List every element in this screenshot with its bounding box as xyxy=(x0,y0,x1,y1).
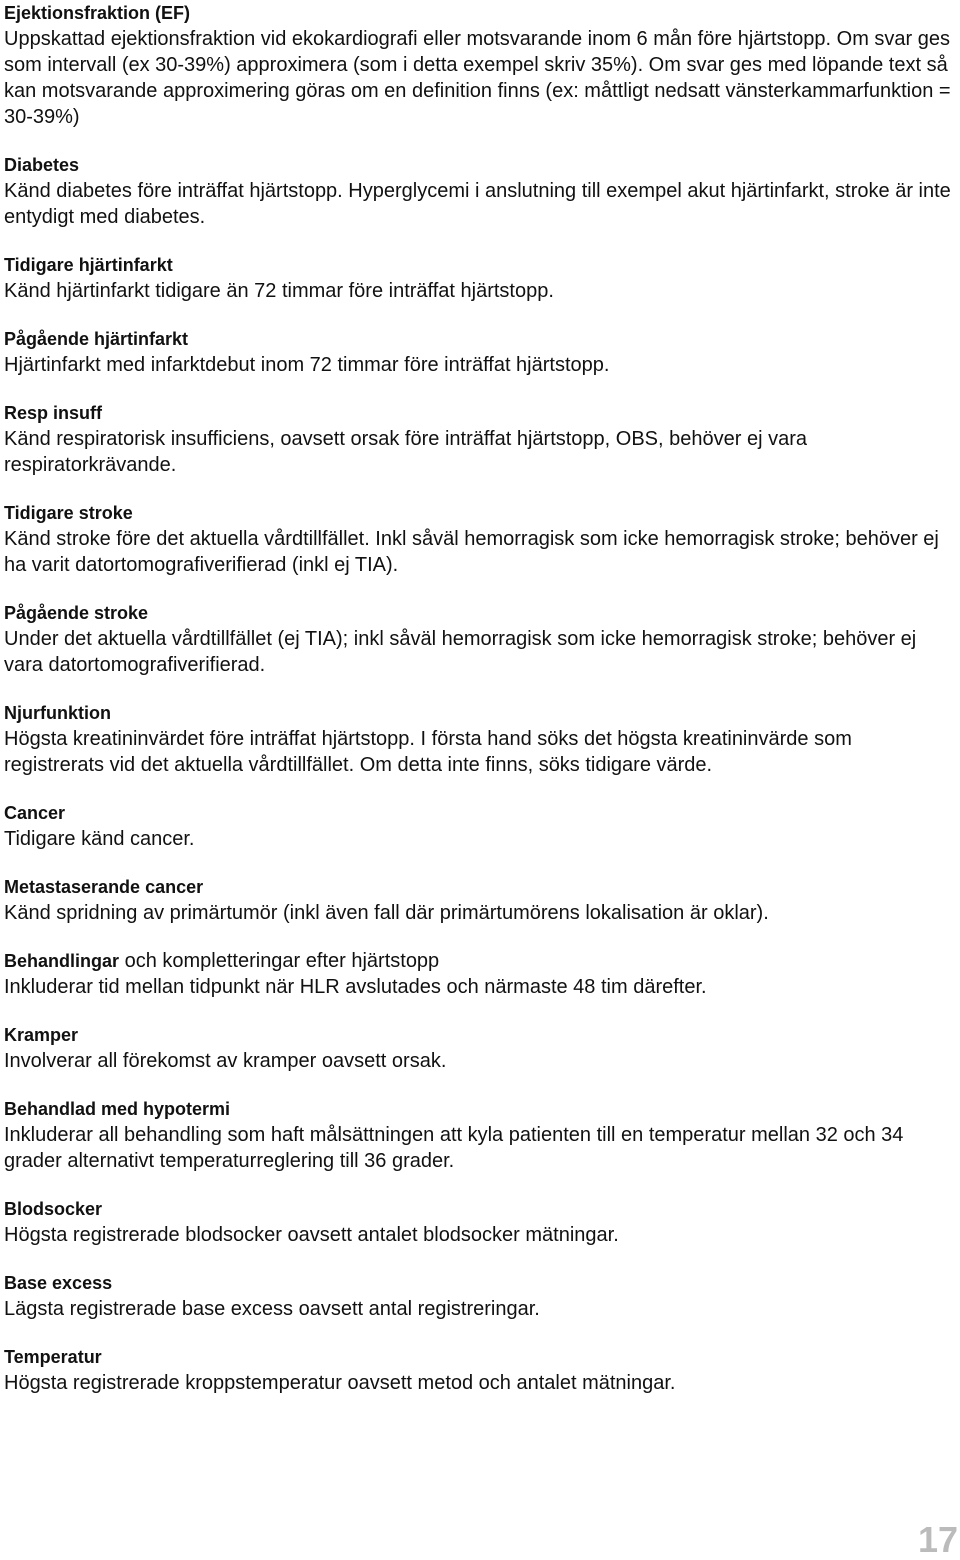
section-heading: Base excess xyxy=(4,1273,113,1293)
section-heading: Pågående hjärtinfarkt xyxy=(4,329,189,349)
section-heading: Behandlad med hypotermi xyxy=(4,1099,231,1119)
section-body: Inkluderar tid mellan tidpunkt när HLR avslutades och närmaste 48 tim därefter. xyxy=(4,976,707,998)
section-ejection-fraction xyxy=(4,0,954,130)
section-body: Känd spridning av primärtumör (inkl även fall där primärtumörens lokalisation är oklar). xyxy=(4,902,769,924)
page-number: 17 xyxy=(917,1519,958,1560)
section-body: Under det aktuella vårdtillfället (ej TIA); inkl såväl hemorragisk som icke hemorragisk stroke; behöver ej vara datortomografiverifierad. xyxy=(4,628,917,676)
section-heading: Njurfunktion xyxy=(4,703,111,723)
section-heading: Pågående stroke xyxy=(4,603,149,623)
section-ongoing-stroke xyxy=(4,600,954,678)
section-heading: Blodsocker xyxy=(4,1199,103,1219)
section-heading: Ejektionsfraktion (EF) xyxy=(4,3,191,23)
section-temperature xyxy=(4,1344,954,1396)
section-body: Högsta registrerade kroppstemperatur oavsett metod och antalet mätningar. xyxy=(4,1372,676,1394)
section-body: Hjärtinfarkt med infarktdebut inom 72 timmar före inträffat hjärtstopp. xyxy=(4,354,610,376)
section-heading: Tidigare hjärtinfarkt xyxy=(4,255,173,275)
section-kidney-function xyxy=(4,700,954,778)
section-diabetes xyxy=(4,152,954,230)
section-body: Känd stroke före det aktuella vårdtillfället. Inkl såväl hemorragisk som icke hemorragisk stroke; behöver ej ha varit datortomografiverifierad (inkl ej TIA). xyxy=(4,528,939,576)
section-body: Involverar all förekomst av kramper oavsett orsak. xyxy=(4,1050,447,1072)
section-treatments xyxy=(4,948,954,1000)
section-seizures xyxy=(4,1022,954,1074)
section-body: Högsta registrerade blodsocker oavsett antalet blodsocker mätningar. xyxy=(4,1224,619,1246)
heading-regular-part: och kompletteringar efter hjärtstopp xyxy=(119,950,440,972)
section-body: Högsta kreatininvärdet före inträffat hjärtstopp. I första hand söks det högsta kreatininvärde som registrerats vid det aktuella vårdtillfället. Om detta inte finns, söks tidigare värde. xyxy=(4,728,852,776)
section-heading: Metastaserande cancer xyxy=(4,877,204,897)
section-body: Lägsta registrerade base excess oavsett antal registreringar. xyxy=(4,1298,540,1320)
document-page xyxy=(4,0,954,1396)
heading-bold-part: Behandlingar xyxy=(4,951,120,971)
section-body: Inkluderar all behandling som haft målsättningen att kyla patienten till en temperatur mellan 32 och 34 grader alternativt temperaturreglering till 36 grader. xyxy=(4,1124,904,1172)
section-heading: Temperatur xyxy=(4,1347,102,1367)
section-previous-stroke xyxy=(4,500,954,578)
section-ongoing-mi xyxy=(4,326,954,378)
section-body: Känd respiratorisk insufficiens, oavsett orsak före inträffat hjärtstopp, OBS, behöver ej vara respiratorkrävande. xyxy=(4,428,807,476)
section-blood-sugar xyxy=(4,1196,954,1248)
section-body: Tidigare känd cancer. xyxy=(4,828,195,850)
section-heading: Diabetes xyxy=(4,155,80,175)
section-heading: Resp insuff xyxy=(4,403,103,423)
section-cancer xyxy=(4,800,954,852)
section-body: Känd diabetes före inträffat hjärtstopp. Hyperglycemi i anslutning till exempel akut hjärtinfarkt, stroke är inte entydigt med diabetes. xyxy=(4,180,951,228)
section-heading: Cancer xyxy=(4,803,66,823)
section-heading: Kramper xyxy=(4,1025,79,1045)
section-heading xyxy=(4,948,954,974)
section-heading: Tidigare stroke xyxy=(4,503,133,523)
section-body: Uppskattad ejektionsfraktion vid ekokardiografi eller motsvarande inom 6 mån före hjärtstopp. Om svar ges som intervall (ex 30-39%) approximera (som i detta exempel skriv 35%). Om svar ges med löpande text så kan motsvarande approximering göras om en definition finns (ex: måttligt nedsatt vänsterkammarfunktion = 30-39%) xyxy=(4,28,951,128)
section-metastatic-cancer xyxy=(4,874,954,926)
section-hypothermia xyxy=(4,1096,954,1174)
section-previous-mi xyxy=(4,252,954,304)
section-resp-insuff xyxy=(4,400,954,478)
section-base-excess xyxy=(4,1270,954,1322)
section-body: Känd hjärtinfarkt tidigare än 72 timmar före inträffat hjärtstopp. xyxy=(4,280,554,302)
